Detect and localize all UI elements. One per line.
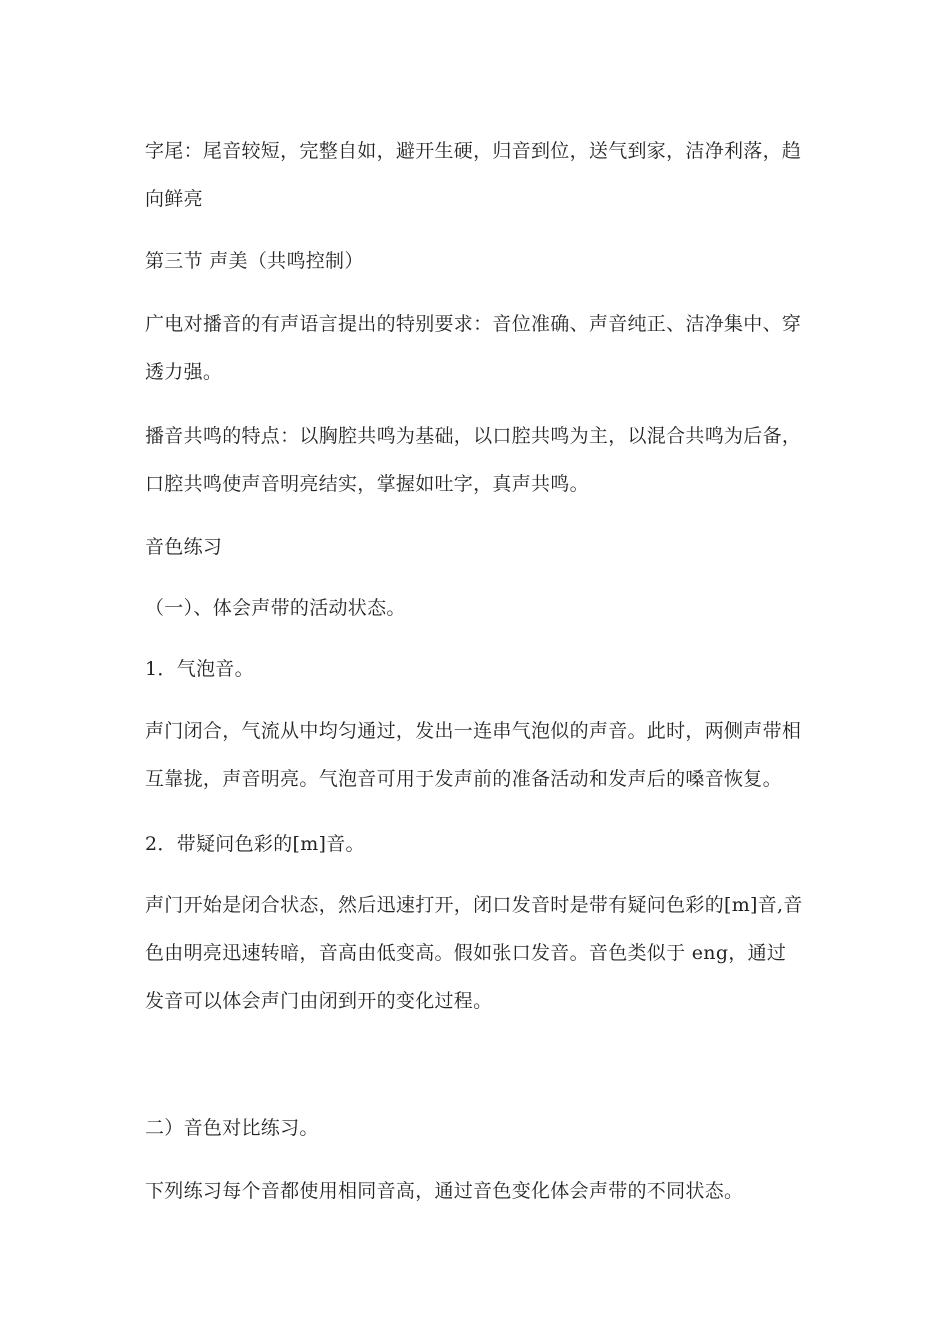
- list-item-bubble-sound: 1．气泡音。: [145, 658, 254, 680]
- subheading-vocal-cord-state: （一）、体会声带的活动状态。: [145, 597, 406, 619]
- section-heading-resonance: 第三节 声美（共鸣控制）: [145, 250, 364, 272]
- paragraph-broadcast-requirements: 广电对播音的有声语言提出的特别要求：音位准确、声音纯正、洁净集中、穿透力强。: [145, 313, 802, 383]
- paragraph-m-sound-description: 声门开始是闭合状态，然后迅速打开，闭口发音时是带有疑问色彩的[m]音,音色由明亮迅速转暗，音高由低变高。假如张口发音。音色类似于 eng，通过发音可以体会声门由闭到开的变化过程。: [145, 894, 803, 1012]
- paragraph-resonance-features: 播音共鸣的特点：以胸腔共鸣为基础，以口腔共鸣为主，以混合共鸣为后备，口腔共鸣使声音明亮结实，掌握如吐字，真声共鸣。: [145, 425, 802, 495]
- subheading-timbre-practice: 音色练习: [145, 536, 223, 558]
- paragraph-contrast-instructions: 下列练习每个音都使用相同音高，通过音色变化体会声带的不同状态。: [145, 1180, 744, 1202]
- paragraph-bubble-sound-description: 声门闭合，气流从中均匀通过，发出一连串气泡似的声音。此时，两侧声带相互靠拢，声音明亮。气泡音可用于发声前的准备活动和发声后的嗓音恢复。: [145, 720, 802, 790]
- list-item-m-sound: 2．带疑问色彩的[m]音。: [145, 833, 365, 855]
- subheading-timbre-contrast: 二）音色对比练习。: [145, 1117, 319, 1139]
- paragraph-word-ending: 字尾：尾音较短，完整自如，避开生硬，归音到位，送气到家，洁净利落，趋向鲜亮: [145, 140, 802, 210]
